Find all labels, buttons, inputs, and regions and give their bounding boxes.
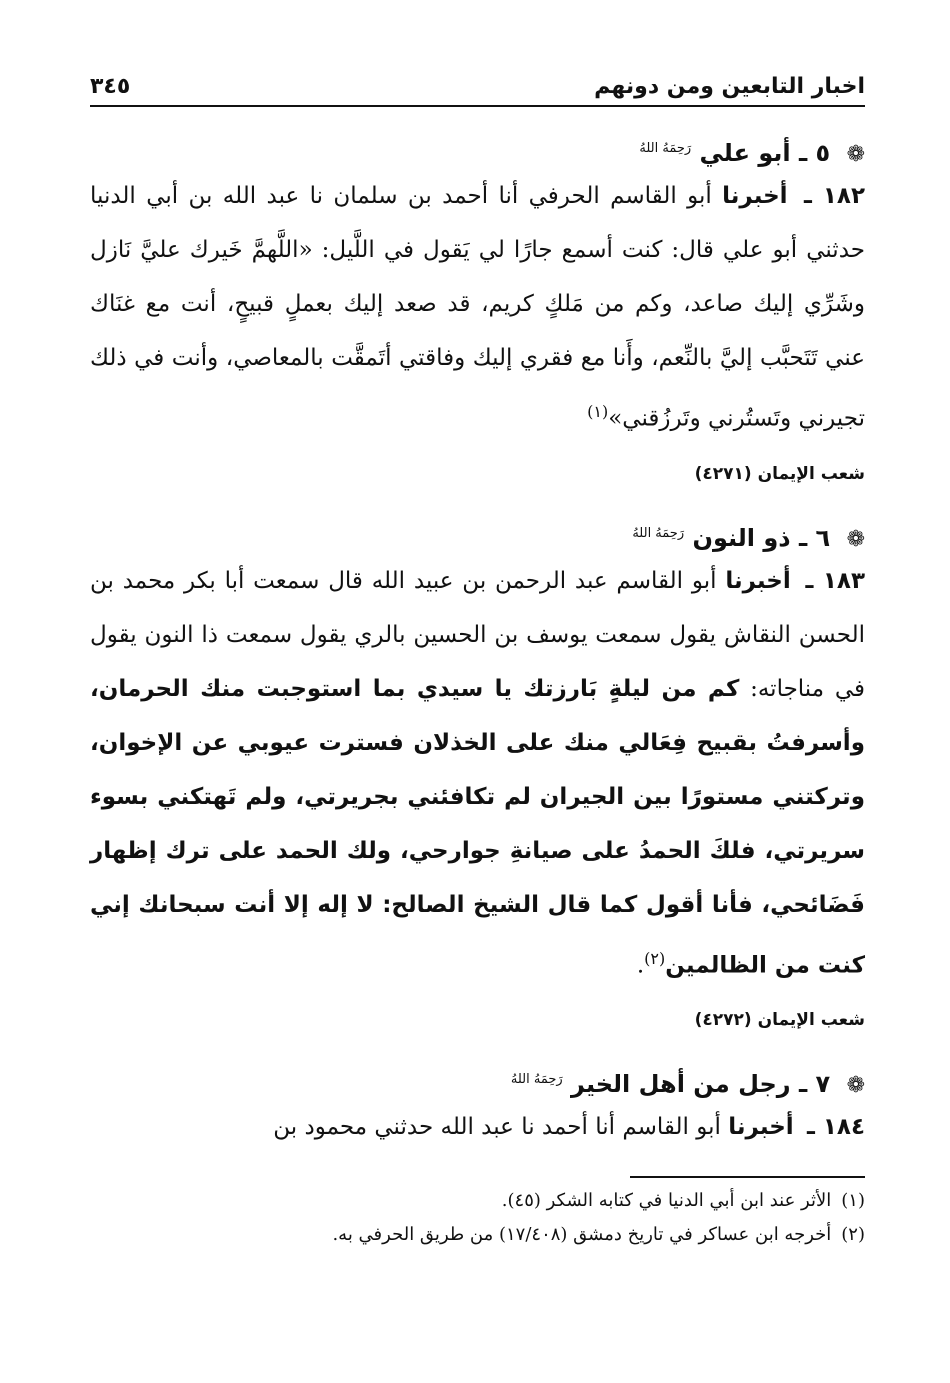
- flower-icon: ❁: [846, 1073, 865, 1099]
- source-citation: شعب الإيمان (٤٢٧٢): [694, 1010, 865, 1031]
- narration-number: ١٨٢ ـ: [803, 183, 866, 209]
- narration-paragraph: [90, 169, 865, 446]
- running-head: [90, 55, 865, 107]
- footnote-separator: [630, 1176, 865, 1178]
- supplication-text: كم من ليلةٍ بَارزتك يا سيدي بما استوجبت منك الحرمان، وأسرفتُ بقبيح فِعَالي منك على الخذلان فسترت عيوبي عن الإخوان، وتركتني مستورًا بين الجيران لم تكافئني بجريرتي، ولم تَهتكني بسوء سريرتي، فلكَ الحمدُ على صيانةِ جوارحي، ولك الحمد على ترك إظهار فَضَائحي، فأنا أقول كما قال الشيخ الصالح: لا إله إلا أنت سبحانك إني كنت من الظالمين: [90, 675, 865, 979]
- narration-text: أبو القاسم عبد الرحمن بن عبيد الله قال سمعت أبا بكر محمد بن الحسن النقاش يقول سمعت يوسف بن الحسين بالري يقول سمعت ذا النون يقول في مناجاته:: [90, 567, 865, 702]
- narration-text: أبو القاسم الحرفي أنا أحمد بن سلمان نا عبد الله بن أبي الدنيا حدثني أبو علي قال: كنت أسمع جارًا لي يَقول في اللَّيل: «اللَّهمَّ خَيرك عليَّ نَازل وشَرِّي إليك صاعد، وكم من مَلكٍ كريم، قد صعد إليك بعملٍ قبيحٍ، أنت مع غنَاك عني تَتَحبَّب إليَّ بالنِّعم، وأَنا مع فقري إليك وفاقتي أتَمقَّت بالمعاصي، وأنت في ذلك تجيرني وتَستُرني وتَرزُقني»: [90, 183, 865, 432]
- narration-paragraph: [90, 1100, 865, 1154]
- narration-lead: أخبرنا: [722, 183, 788, 209]
- section-heading: ٧ ـ رجل من أهل الخير: [571, 1070, 831, 1099]
- narration-number: ١٨٣ ـ: [805, 567, 866, 594]
- sentence-end: .: [636, 952, 645, 979]
- footnote: [90, 1184, 865, 1218]
- honorific: رَحِمَهُ اللهُ: [510, 1072, 563, 1088]
- section-heading: ٦ ـ ذو النون: [692, 523, 831, 552]
- section-title: [90, 1060, 865, 1100]
- section-title: [90, 514, 865, 554]
- footnote-text: الأثر عند ابن أبي الدنيا في كتابه الشكر (٤٥).: [501, 1190, 832, 1212]
- honorific: رَحِمَهُ اللهُ: [639, 141, 692, 156]
- footnote: [90, 1218, 865, 1252]
- footnote-mark: (١): [841, 1190, 865, 1212]
- section-heading: ٥ ـ أبو علي: [699, 139, 831, 167]
- footnote-mark: (٢): [841, 1224, 865, 1246]
- running-head-title: اخبار التابعين ومن دونهم: [594, 74, 865, 99]
- page-number: ٣٤٥: [90, 74, 131, 99]
- flower-icon: ❁: [846, 142, 865, 167]
- footnote-text: أخرجه ابن عساكر في تاريخ دمشق (١٧/٤٠٨) من طريق الحرفي به.: [332, 1224, 832, 1246]
- footnote-reference[interactable]: (١): [587, 402, 609, 421]
- source-citation: شعب الإيمان (٤٢٧١): [694, 463, 865, 484]
- narration-number: ١٨٤ ـ: [807, 1114, 865, 1141]
- narration-lead: أخبرنا: [725, 567, 791, 594]
- honorific: رَحِمَهُ اللهُ: [632, 525, 685, 541]
- narration-text: أبو القاسم أنا أحمد نا عبد الله حدثني محمود بن: [273, 1114, 721, 1141]
- narration-lead: أخبرنا: [728, 1114, 794, 1141]
- section-title: [90, 129, 865, 169]
- book-page: [90, 55, 865, 1252]
- footnote-reference[interactable]: (٢): [644, 948, 666, 968]
- narration-paragraph: [90, 554, 865, 993]
- flower-icon: ❁: [846, 526, 865, 552]
